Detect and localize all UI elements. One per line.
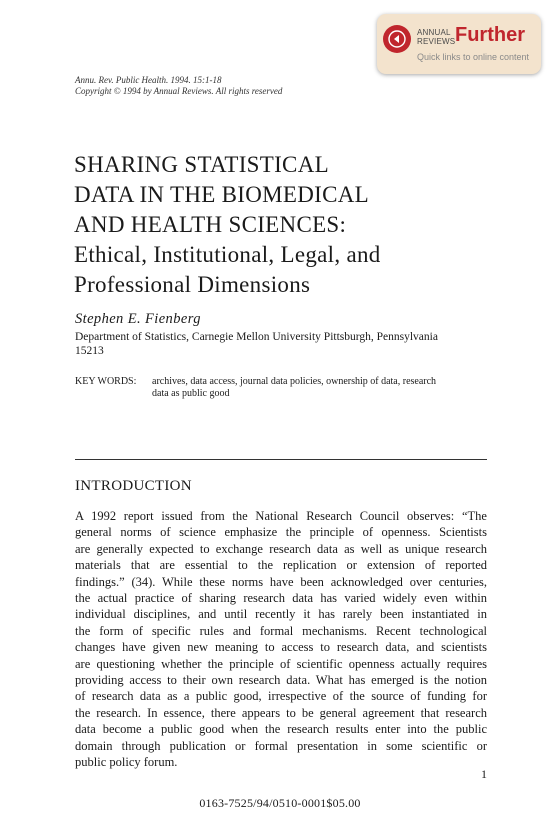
- paragraph-line: findings.” (34). While these norms have been acknowledged over centuries,: [75, 574, 487, 589]
- keywords-label: KEY WORDS:: [75, 376, 137, 387]
- annual-reviews-further-badge[interactable]: [377, 14, 541, 74]
- badge-line-reviews: REVIEWS: [417, 37, 456, 46]
- paragraph-line: individual disciplines, and until recently it has rarely been instantiated in: [75, 607, 487, 622]
- paragraph-line: the form of specific rules and formal mechanisms. Recent technological: [75, 623, 487, 638]
- title-line: SHARING STATISTICAL: [74, 152, 329, 177]
- paragraph-line: are generally expected to exchange research data as well as unique research: [75, 541, 487, 556]
- paragraph-line: of research data as a public good, irrespective of the source of funding for: [75, 689, 487, 704]
- title-line: Ethical, Institutional, Legal, and: [74, 242, 381, 267]
- journal-citation: Annu. Rev. Public Health. 1994. 15:1-18: [75, 75, 222, 85]
- author-name: Stephen E. Fienberg: [75, 311, 201, 327]
- paragraph-line: A 1992 report issued from the National Research Council observes: “The: [75, 509, 487, 523]
- title-line: DATA IN THE BIOMEDICAL: [74, 182, 370, 207]
- paragraph-line: are questioning whether the principle of scientific openness actually requires: [75, 656, 487, 671]
- author-affiliation: [75, 330, 485, 358]
- paragraph-line: the actual practice of sharing research data has varied widely even within: [75, 591, 487, 606]
- badge-further-text: Further: [455, 24, 525, 46]
- keywords-line: archives, data access, journal data policies, ownership of data, research: [152, 376, 437, 387]
- section-heading: INTRODUCTION: [75, 478, 192, 494]
- page-number: 1: [481, 767, 487, 781]
- paragraph-line: changes have given new meaning to access to research data, and scientists: [75, 640, 487, 655]
- article-title: [74, 150, 494, 300]
- affiliation-line: 15213: [75, 345, 104, 357]
- keywords-line: data as public good: [152, 388, 230, 399]
- paragraph-line: domain through publication or formal presentation in some scientific or: [75, 738, 487, 753]
- copyright-notice: Copyright © 1994 by Annual Reviews. All rights reserved: [75, 86, 283, 96]
- badge-line-annual: ANNUAL: [417, 28, 451, 37]
- paragraph-line: the research. In essence, there appears to be general agreement that research: [75, 705, 487, 720]
- badge-brand-text: [417, 28, 455, 46]
- introduction-paragraph: [75, 508, 487, 771]
- title-line: AND HEALTH SCIENCES:: [74, 212, 347, 237]
- keywords-list: [152, 376, 487, 400]
- badge-quick-links-text[interactable]: Quick links to online content: [417, 52, 530, 62]
- paragraph-line: providing access to their own research data. What has emerged is the notion: [75, 673, 487, 688]
- affiliation-line: Department of Statistics, Carnegie Mellon University Pittsburgh, Pennsylvania: [75, 331, 438, 343]
- footer-code: 0163-7525/94/0510-0001$05.00: [199, 796, 361, 810]
- journal-reference: [75, 75, 282, 97]
- paragraph-line: data become a public good when the research results enter into the public: [75, 722, 487, 737]
- section-divider: [75, 459, 487, 460]
- paragraph-line: public policy forum.: [75, 755, 178, 770]
- title-line: Professional Dimensions: [74, 272, 311, 297]
- further-arrow-icon: [383, 25, 411, 53]
- paragraph-line: general norms of science emphasize the principle of openness. Scientists: [75, 525, 487, 540]
- paragraph-line: materials that are essential to the replication or extension of reported: [75, 558, 487, 573]
